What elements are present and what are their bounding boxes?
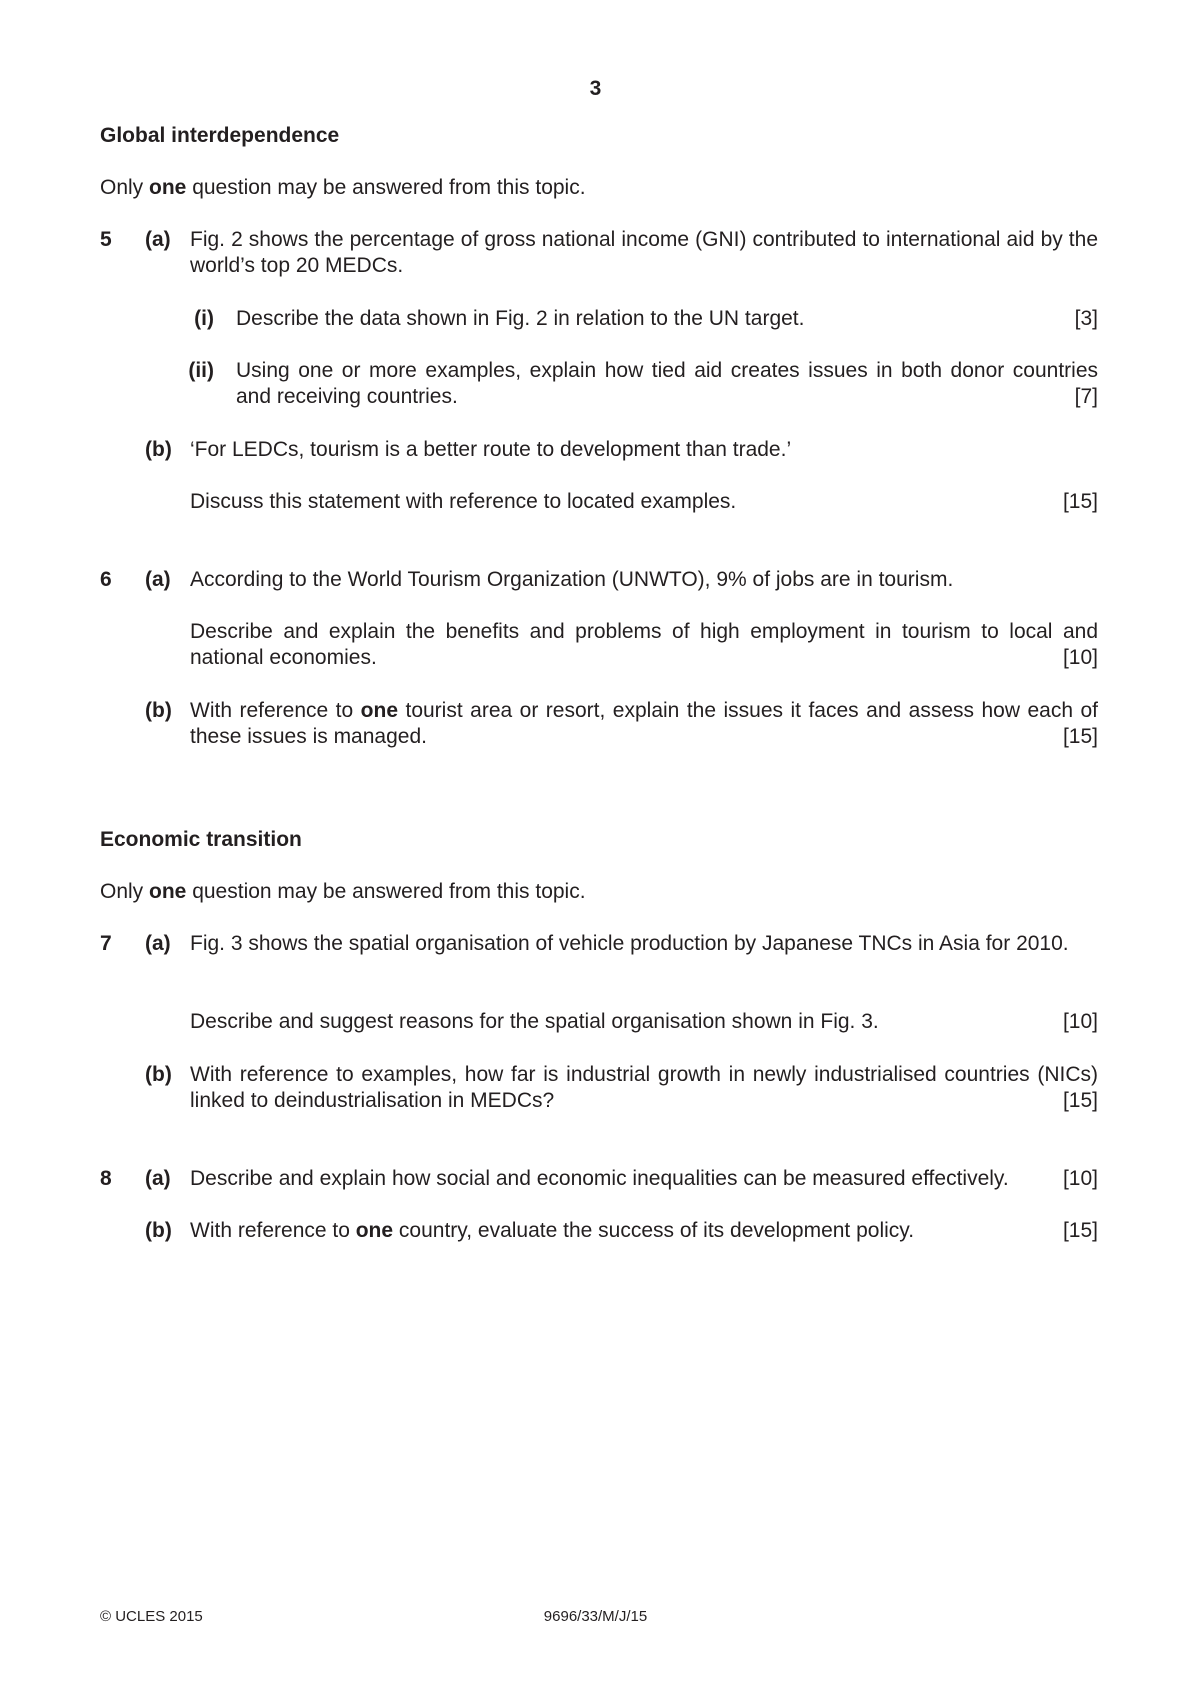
section-heading-global-interdependence: Global interdependence bbox=[100, 124, 340, 147]
question-8b-text: With reference to one country, evaluate the success of its development policy. bbox=[190, 1219, 915, 1242]
question-number-7: 7 bbox=[100, 932, 112, 955]
question-6b-text: With reference to one tourist area or resort, explain the issues it faces and assess how each of these issues is managed. bbox=[190, 699, 1099, 748]
page-number: 3 bbox=[589, 77, 602, 100]
part-label: (a) bbox=[145, 1167, 171, 1190]
section-intro: Only one question may be answered from this topic. bbox=[100, 176, 586, 199]
section-heading-economic-transition: Economic transition bbox=[100, 828, 302, 851]
question-number-5: 5 bbox=[100, 228, 112, 251]
question-5b-text: Discuss this statement with reference to located examples. bbox=[190, 490, 737, 513]
mark-allocation: [10] bbox=[1062, 1010, 1098, 1033]
part-label: (b) bbox=[145, 1219, 172, 1242]
mark-allocation: [15] bbox=[1062, 490, 1098, 513]
part-label: (a) bbox=[145, 228, 171, 251]
question-5a-text: Fig. 2 shows the percentage of gross national income (GNI) contributed to international aid by the world’s top 20 MEDCs. bbox=[190, 228, 1098, 277]
footer-copyright: © UCLES 2015 bbox=[100, 1608, 203, 1625]
question-5ai-text: Describe the data shown in Fig. 2 in relation to the UN target. bbox=[236, 307, 805, 330]
question-8a-text: Describe and explain how social and economic inequalities can be measured effectively. bbox=[190, 1167, 1009, 1190]
question-5aii-text: Using one or more examples, explain how tied aid creates issues in both donor countries and receiving countries. bbox=[236, 359, 1098, 408]
mark-allocation: [15] bbox=[1062, 725, 1098, 748]
question-7a-task: Describe and suggest reasons for the spatial organisation shown in Fig. 3. bbox=[190, 1010, 879, 1033]
mark-allocation: [15] bbox=[1062, 1219, 1098, 1242]
question-7b-text: With reference to examples, how far is industrial growth in newly industrialised countries (NICs) linked to deindustrialisation in MEDCs? bbox=[190, 1063, 1098, 1112]
mark-allocation: [10] bbox=[1062, 646, 1098, 669]
subpart-label: (i) bbox=[194, 307, 214, 330]
mark-allocation: [7] bbox=[1074, 385, 1098, 408]
mark-allocation: [10] bbox=[1062, 1167, 1098, 1190]
mark-allocation: [15] bbox=[1062, 1089, 1098, 1112]
mark-allocation: [3] bbox=[1074, 307, 1098, 330]
question-7a-text: Fig. 3 shows the spatial organisation of vehicle production by Japanese TNCs in Asia for 2010. bbox=[190, 932, 1069, 955]
question-5b-quote: ‘For LEDCs, tourism is a better route to development than trade.’ bbox=[190, 438, 792, 461]
question-6a-text: According to the World Tourism Organization (UNWTO), 9% of jobs are in tourism. bbox=[190, 568, 954, 591]
subpart-label: (ii) bbox=[188, 359, 214, 382]
part-label: (a) bbox=[145, 932, 171, 955]
part-label: (b) bbox=[145, 1063, 172, 1086]
question-number-8: 8 bbox=[100, 1167, 112, 1190]
question-6a-task: Describe and explain the benefits and problems of high employment in tourism to local and national economies. bbox=[190, 620, 1098, 669]
part-label: (b) bbox=[145, 699, 172, 722]
footer-paper-code: 9696/33/M/J/15 bbox=[543, 1608, 648, 1625]
part-label: (b) bbox=[145, 438, 172, 461]
part-label: (a) bbox=[145, 568, 171, 591]
section-intro: Only one question may be answered from this topic. bbox=[100, 880, 586, 903]
question-number-6: 6 bbox=[100, 568, 112, 591]
